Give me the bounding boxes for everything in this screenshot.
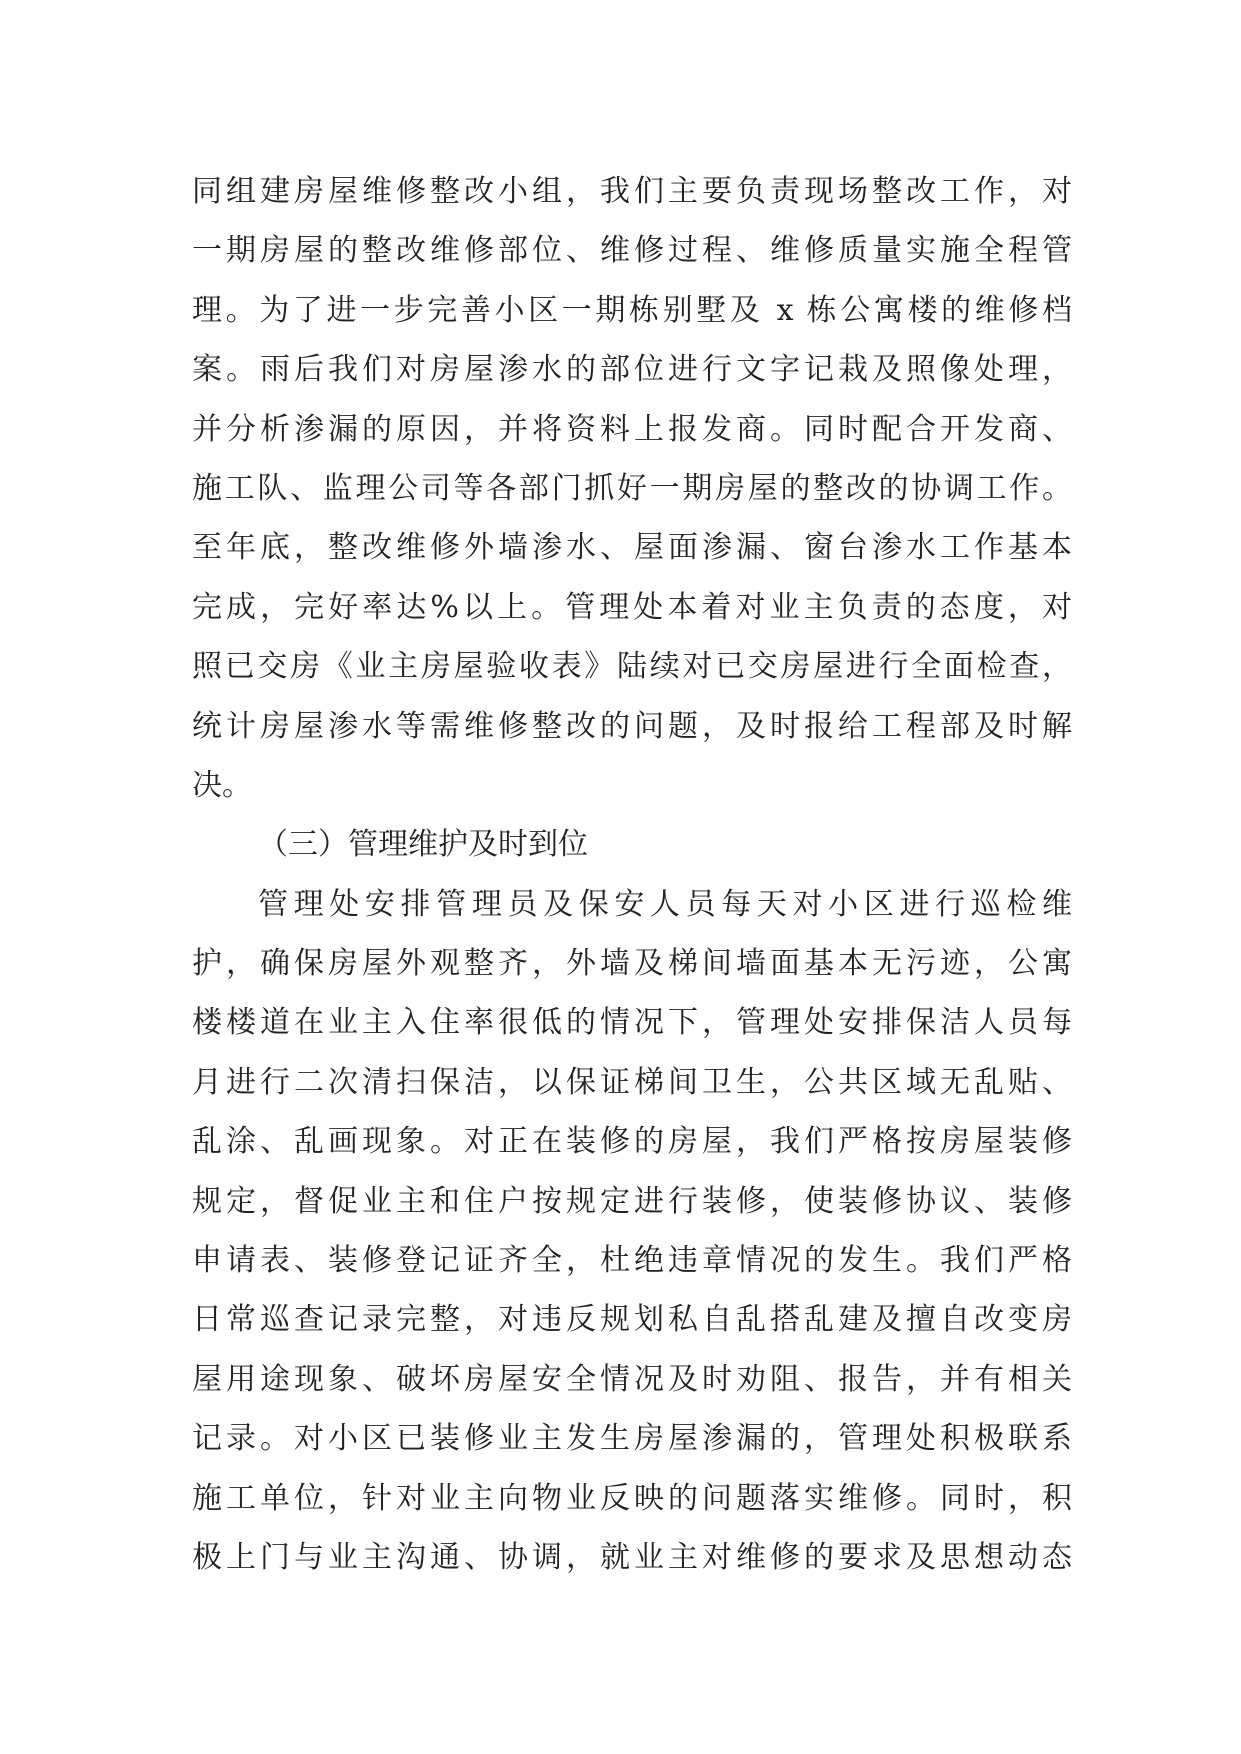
text-line: 案。雨后我们对房屋渗水的部位进行文字记栽及照像处理， (192, 352, 1072, 388)
paragraph-first-line: 管理处安排管理员及保安人员每天对小区进行巡检维 (258, 886, 1072, 922)
text-line: 楼楼道在业主入住率很低的情况下，管理处安排保洁人员每 (192, 1005, 1072, 1041)
text-line: 完成，完好率达%以上。管理处本着对业主负责的态度，对 (192, 589, 1072, 625)
text-line: 规定，督促业主和住户按规定进行装修，使装修协议、装修 (192, 1183, 1072, 1219)
text-line: 一期房屋的整改维修部位、维修过程、维修质量实施全程管 (192, 233, 1072, 269)
text-line: 照已交房《业主房屋验收表》陆续对已交房屋进行全面检查， (192, 649, 1072, 685)
text-line: 决。 (192, 767, 252, 803)
document-body (192, 162, 1072, 1587)
text-line: 理。为了进一步完善小区一期栋别墅及 x 栋公寓楼的维修档 (192, 292, 1072, 328)
text-line: 记录。对小区已装修业主发生房屋渗漏的，管理处积极联系 (192, 1421, 1072, 1457)
text-line: 极上门与业主沟通、协调，就业主对维修的要求及思想动态 (192, 1539, 1072, 1575)
text-line: 日常巡查记录完整，对违反规划私自乱搭乱建及擅自改变房 (192, 1302, 1072, 1338)
text-line: 月进行二次清扫保洁，以保证梯间卫生，公共区域无乱贴、 (192, 1064, 1072, 1100)
text-line: 屋用途现象、破坏房屋安全情况及时劝阻、报告，并有相关 (192, 1361, 1072, 1397)
text-line: 并分析渗漏的原因，并将资料上报发商。同时配合开发商、 (192, 411, 1072, 447)
text-line: 施工队、监理公司等各部门抓好一期房屋的整改的协调工作。 (192, 470, 1072, 506)
text-line: 乱涂、乱画现象。对正在装修的房屋，我们严格按房屋装修 (192, 1124, 1072, 1160)
text-line: 同组建房屋维修整改小组，我们主要负责现场整改工作，对 (192, 174, 1072, 209)
text-line: 统计房屋渗水等需维修整改的问题，及时报给工程部及时解 (192, 708, 1072, 744)
section-heading: （三）管理维护及时到位 (258, 827, 588, 863)
text-line: 护，确保房屋外观整齐，外墙及梯间墙面基本无污迹，公寓 (192, 946, 1072, 982)
text-line: 申请表、装修登记证齐全，杜绝违章情况的发生。我们严格 (192, 1243, 1072, 1279)
text-line: 施工单位，针对业主向物业反映的问题落实维修。同时，积 (192, 1480, 1072, 1516)
text-line: 至年底，整改维修外墙渗水、屋面渗漏、窗台渗水工作基本 (192, 530, 1072, 566)
